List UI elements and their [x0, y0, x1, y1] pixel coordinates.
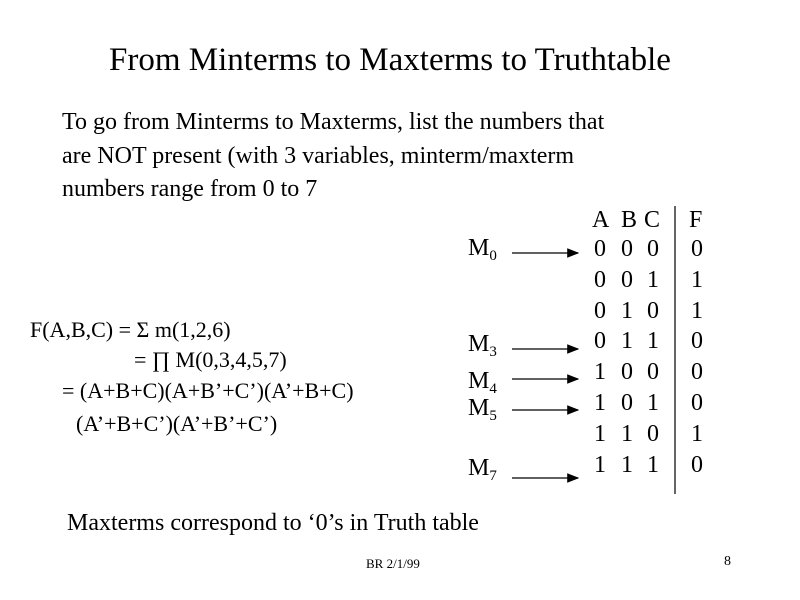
- maxterm-label-m5: $M_5$: [468, 395, 497, 424]
- intro-line-1: To go from Minterms to Maxterms, list the numbers that: [62, 109, 605, 135]
- table-cell-a-row-7: 1: [594, 452, 606, 478]
- table-header-c: C: [644, 207, 661, 233]
- table-cell-c-row-4: 0: [647, 359, 659, 385]
- table-cell-f-row-5: 0: [691, 390, 703, 416]
- table-cell-b-row-2: 1: [621, 298, 633, 324]
- table-cell-f-row-0: 0: [691, 236, 703, 262]
- table-cell-c-row-2: 0: [647, 298, 659, 324]
- table-cell-c-row-6: 0: [647, 421, 659, 447]
- table-cell-c-row-1: 1: [647, 267, 659, 293]
- function-line-3: = (A+B+C)(A+B’+C’)(A’+B+C): [62, 378, 354, 403]
- page-number: 8: [724, 554, 731, 569]
- table-cell-f-row-1: 1: [691, 267, 703, 293]
- intro-line-3: numbers range from 0 to 7: [62, 176, 318, 202]
- maxterm-label-m7: $M_7$: [468, 455, 497, 484]
- table-cell-b-row-6: 1: [621, 421, 633, 447]
- slide-title: From Minterms to Maxterms to Truthtable: [109, 42, 671, 78]
- table-cell-b-row-1: 0: [621, 267, 633, 293]
- maxterm-label-m0: $M_0$: [468, 235, 497, 264]
- maxterm-label-m3: $M_3$: [468, 331, 497, 360]
- table-cell-a-row-1: 0: [594, 267, 606, 293]
- table-cell-c-row-5: 1: [647, 390, 659, 416]
- table-cell-b-row-3: 1: [621, 328, 633, 354]
- table-cell-f-row-7: 0: [691, 452, 703, 478]
- table-cell-b-row-0: 0: [621, 236, 633, 262]
- maxterm-label-m4: $M_4$: [468, 368, 497, 397]
- function-line-1: F(A,B,C) = Σ m(1,2,6): [30, 317, 231, 342]
- table-cell-a-row-0: 0: [594, 236, 606, 262]
- table-cell-c-row-7: 1: [647, 452, 659, 478]
- footer-note: Maxterms correspond to ‘0’s in Truth table: [67, 510, 479, 536]
- table-cell-c-row-0: 0: [647, 236, 659, 262]
- footer-date: BR 2/1/99: [366, 556, 420, 571]
- table-cell-a-row-6: 1: [594, 421, 606, 447]
- table-cell-a-row-3: 0: [594, 328, 606, 354]
- table-cell-b-row-7: 1: [621, 452, 633, 478]
- table-cell-b-row-5: 0: [621, 390, 633, 416]
- table-cell-f-row-4: 0: [691, 359, 703, 385]
- function-line-2: = ∏ M(0,3,4,5,7): [134, 347, 287, 372]
- table-cell-f-row-6: 1: [691, 421, 703, 447]
- table-header-f: F: [689, 207, 703, 233]
- table-cell-a-row-5: 1: [594, 390, 606, 416]
- table-header-a: A: [592, 207, 610, 233]
- table-cell-a-row-4: 1: [594, 359, 606, 385]
- table-cell-f-row-2: 1: [691, 298, 703, 324]
- table-header-b: B: [621, 207, 638, 233]
- intro-line-2: are NOT present (with 3 variables, minterm/maxterm: [62, 143, 575, 169]
- table-cell-c-row-3: 1: [647, 328, 659, 354]
- table-cell-a-row-2: 0: [594, 298, 606, 324]
- table-cell-b-row-4: 0: [621, 359, 633, 385]
- function-line-4: (A’+B+C’)(A’+B’+C’): [76, 411, 278, 436]
- table-cell-f-row-3: 0: [691, 328, 703, 354]
